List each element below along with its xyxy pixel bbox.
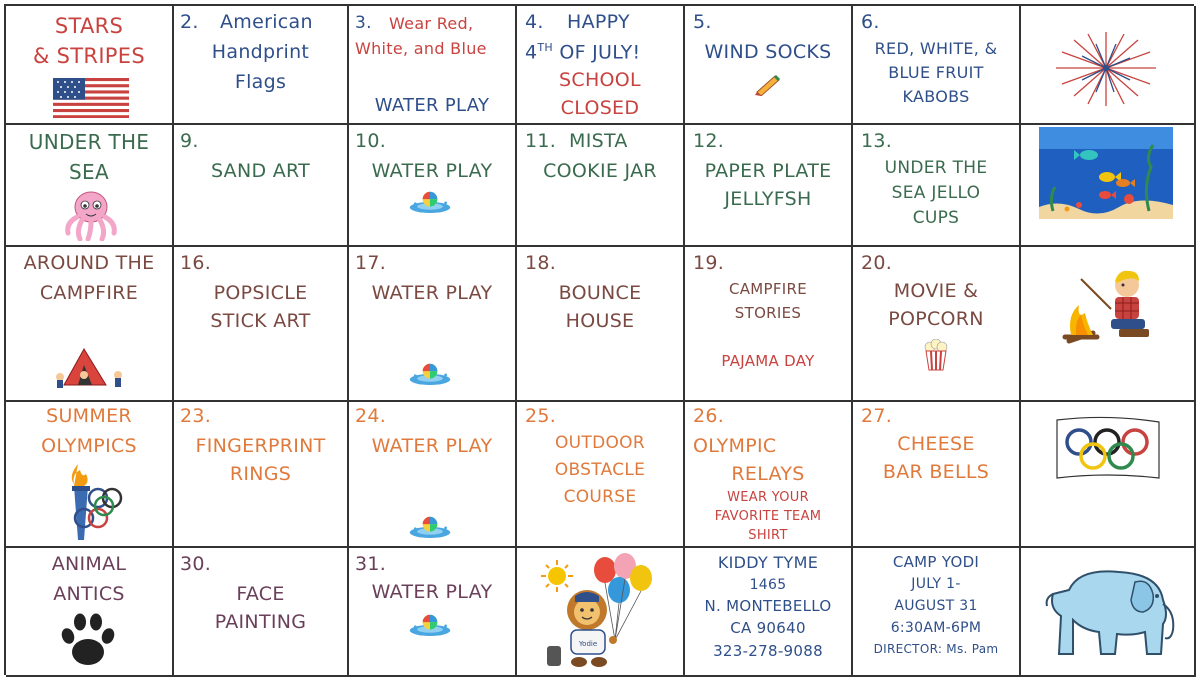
day-26 — [685, 402, 853, 548]
activity-line: OLYMPIC — [693, 435, 777, 457]
note-line: SHIRT — [748, 528, 788, 543]
day-number: 20. — [861, 252, 893, 274]
day-number: 26. — [693, 405, 725, 427]
picture-fireworks — [1021, 6, 1196, 125]
day-2 — [174, 6, 349, 125]
day-number: 3. — [355, 13, 372, 33]
activity-line: HOUSE — [565, 310, 635, 332]
us-flag-icon — [53, 78, 129, 118]
theme-line-1: STARS — [54, 14, 124, 38]
activity-line: MISTA — [569, 130, 628, 152]
day-5 — [685, 6, 853, 125]
activity-line: MOVIE & — [893, 280, 979, 302]
day-number: 27. — [861, 405, 893, 427]
camp-yodi-dates: JULY 1- — [911, 576, 961, 592]
theme-summer-olympics — [6, 402, 174, 548]
day-6 — [853, 6, 1021, 125]
activity-line: WATER PLAY — [371, 282, 493, 304]
day-number: 6. — [861, 11, 880, 33]
closed-line: SCHOOL — [559, 69, 641, 91]
day-number: 5. — [693, 11, 712, 33]
calendar-grid — [4, 4, 1194, 675]
camp-yodi-info — [853, 548, 1021, 677]
day-number: 23. — [180, 405, 212, 427]
kiddy-tyme-name: KIDDY TYME — [717, 553, 819, 572]
note-line: WEAR YOUR — [727, 490, 809, 505]
water-play-label: WATER PLAY — [374, 95, 490, 116]
picture-elephant — [1021, 548, 1196, 677]
picture-aquarium — [1021, 125, 1196, 247]
activity-line: White, and Blue — [355, 39, 487, 58]
kiddy-tyme-address: 1465 — [749, 577, 787, 593]
paw-print-icon — [58, 610, 118, 670]
day-number: 13. — [861, 130, 893, 152]
day-19 — [685, 247, 853, 402]
theme-animal-antics — [6, 548, 174, 677]
activity-line: POPSICLE — [213, 282, 308, 304]
day-9 — [174, 125, 349, 247]
olympic-flag-icon — [1055, 416, 1161, 482]
day-23 — [174, 402, 349, 548]
picture-lion-balloons — [517, 548, 685, 677]
day-number: 30. — [180, 553, 212, 575]
day-4 — [517, 6, 685, 125]
activity-line: HAPPY — [567, 11, 630, 33]
activity-line: UNDER THE — [884, 158, 988, 178]
lion-sign-text: Yodie — [578, 640, 598, 648]
day-17 — [349, 247, 517, 402]
activity-line: BAR BELLS — [882, 461, 990, 483]
activity-line: American — [220, 11, 313, 33]
picture-olympic-flag — [1021, 402, 1196, 548]
activity-line: COURSE — [563, 487, 637, 507]
day-20 — [853, 247, 1021, 402]
theme-line-2: OLYMPICS — [41, 435, 137, 457]
kiddy-tyme-city: CA 90640 — [730, 619, 806, 637]
camp-yodi-director: DIRECTOR: Ms. Pam — [873, 642, 999, 656]
day-24 — [349, 402, 517, 548]
activity-line: BLUE FRUIT — [888, 63, 984, 82]
tent-icon — [54, 343, 130, 389]
activity-line: FINGERPRINT — [195, 435, 326, 457]
theme-around-the-campfire — [6, 247, 174, 402]
olympic-torch-icon — [60, 462, 126, 544]
activity-line: SEA JELLO — [891, 183, 981, 203]
activity-line: POPCORN — [888, 308, 984, 330]
day-16 — [174, 247, 349, 402]
popcorn-icon — [923, 339, 949, 371]
kiddy-tyme-info — [685, 548, 853, 677]
sun-icon — [541, 560, 573, 592]
activity-line: Handprint — [211, 41, 310, 63]
day-13 — [853, 125, 1021, 247]
camp-yodi-dates: AUGUST 31 — [894, 598, 978, 614]
theme-line-2: & STRIPES — [33, 44, 145, 68]
day-25 — [517, 402, 685, 548]
day-number: 16. — [180, 252, 212, 274]
water-splash-icon — [407, 359, 453, 387]
note-line: FAVORITE TEAM — [714, 509, 822, 524]
campfire-boy-icon — [1057, 261, 1157, 351]
day-number: 12. — [693, 130, 725, 152]
water-splash-icon — [407, 187, 453, 215]
theme-line-2: CAMPFIRE — [39, 282, 139, 304]
activity-line: COOKIE JAR — [543, 160, 657, 182]
day-11 — [517, 125, 685, 247]
theme-line-1: AROUND THE — [23, 252, 155, 274]
day-number: 11. — [525, 130, 557, 152]
kiddy-tyme-phone: 323-278-9088 — [713, 642, 823, 660]
day-number: 10. — [355, 130, 387, 152]
theme-stars-stripes — [6, 6, 174, 125]
day-number: 17. — [355, 252, 387, 274]
activity-line: 4 — [525, 41, 538, 64]
day-number: 24. — [355, 405, 387, 427]
day-10 — [349, 125, 517, 247]
activity-line: OF JULY! — [559, 41, 641, 64]
activity-line: CAMPFIRE — [728, 280, 808, 298]
closed-line: CLOSED — [560, 97, 640, 119]
kiddy-tyme-street: N. MONTEBELLO — [704, 597, 832, 615]
activity-line: CHEESE — [897, 433, 975, 455]
activity-line: OUTDOOR — [555, 433, 645, 453]
day-3 — [349, 6, 517, 125]
camp-yodi-hours: 6:30AM-6PM — [890, 620, 982, 636]
theme-line-1: SUMMER — [46, 405, 132, 427]
day-number: 9. — [180, 130, 199, 152]
camp-yodi-name: CAMP YODI — [892, 553, 980, 571]
activity-line: CUPS — [912, 208, 960, 228]
pencil-icon — [753, 72, 783, 96]
activity-line — [525, 42, 640, 64]
activity-line: BOUNCE — [558, 282, 642, 304]
day-number: 31. — [355, 553, 387, 575]
pajama-day-label: PAJAMA DAY — [721, 352, 815, 370]
picture-campfire — [1021, 247, 1196, 402]
activity-line: WATER PLAY — [371, 435, 493, 457]
theme-line-1: ANIMAL — [51, 553, 127, 575]
activity-line: WIND SOCKS — [704, 41, 832, 63]
elephant-icon — [1039, 560, 1179, 660]
day-27 — [853, 402, 1021, 548]
activity-line: FACE — [236, 583, 285, 605]
day-number: 2. — [180, 11, 199, 33]
lion-balloons-icon — [535, 552, 667, 670]
day-12 — [685, 125, 853, 247]
superscript: TH — [537, 41, 553, 54]
day-number: 18. — [525, 252, 557, 274]
activity-line: RED, WHITE, & — [874, 39, 998, 58]
theme-line-2: ANTICS — [53, 583, 125, 605]
activity-line: RINGS — [229, 463, 292, 485]
day-31 — [349, 548, 517, 677]
activity-line: KABOBS — [902, 87, 970, 106]
activity-line: STORIES — [734, 304, 802, 322]
activity-line: STICK ART — [210, 310, 311, 332]
theme-under-the-sea — [6, 125, 174, 247]
activity-line: WATER PLAY — [371, 581, 493, 603]
water-splash-icon — [407, 512, 453, 540]
theme-line-2: SEA — [69, 160, 109, 184]
activity-line: PAINTING — [214, 611, 307, 633]
day-30 — [174, 548, 349, 677]
activity-line: OBSTACLE — [554, 460, 646, 480]
activity-line: Flags — [234, 71, 287, 93]
day-number: 19. — [693, 252, 725, 274]
activity-line: PAPER PLATE — [704, 160, 832, 182]
activity-line: Wear Red, — [389, 14, 474, 33]
octopus-icon — [62, 189, 120, 241]
day-number: 4. — [525, 11, 544, 33]
activity-line: RELAYS — [731, 463, 805, 485]
theme-line-1: UNDER THE — [28, 130, 150, 154]
fireworks-icon — [1046, 28, 1166, 108]
day-18 — [517, 247, 685, 402]
water-splash-icon — [407, 610, 453, 638]
activity-line: JELLYFSH — [724, 188, 812, 210]
activity-line: SAND ART — [210, 160, 311, 182]
day-number: 25. — [525, 405, 557, 427]
activity-line: WATER PLAY — [371, 160, 493, 182]
aquarium-icon — [1039, 127, 1173, 219]
